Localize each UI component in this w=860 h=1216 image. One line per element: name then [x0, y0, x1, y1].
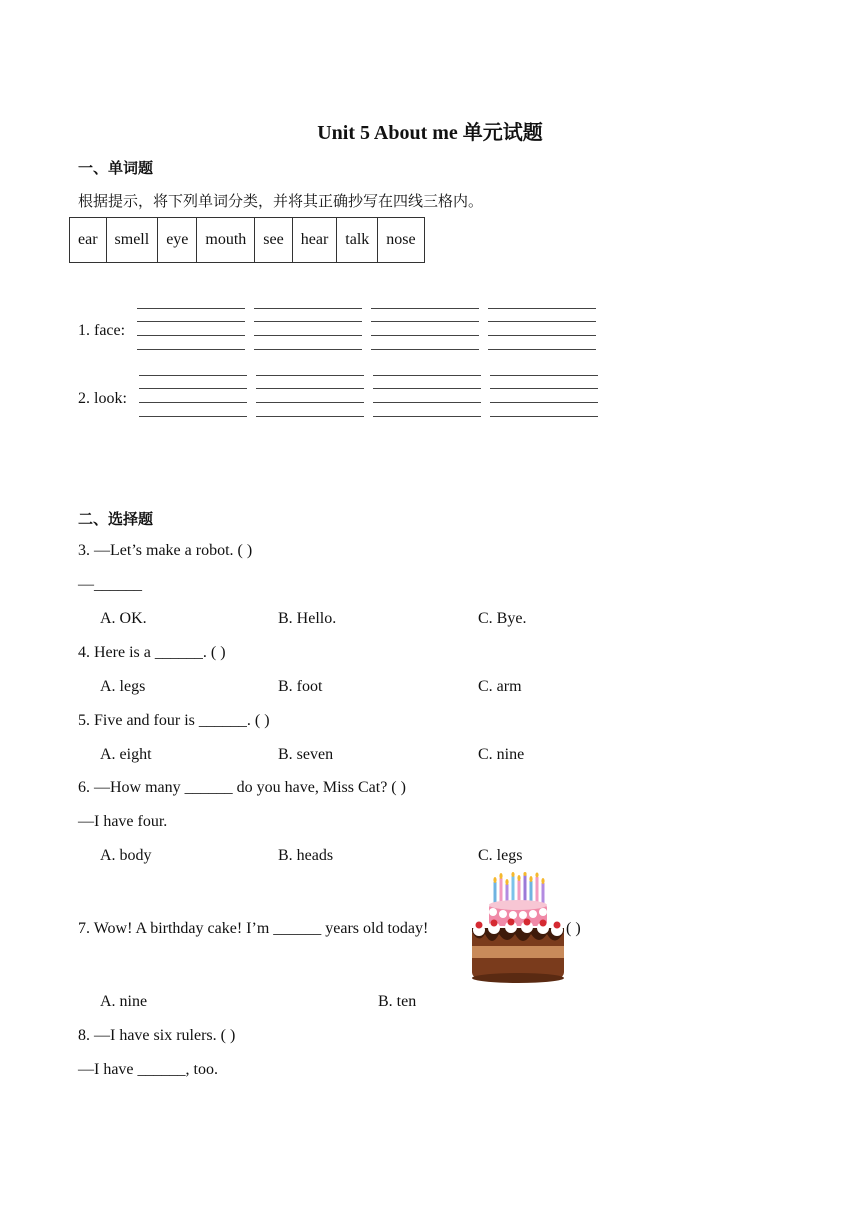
instruction-text: 根据提示，将下列单词分类，并将其正确抄写在四线三格内。: [78, 192, 484, 210]
row-label-look: 2. look:: [78, 390, 127, 407]
word-cell: eye: [158, 218, 197, 263]
page-title: Unit 5 About me 单元试题: [317, 122, 543, 144]
question-stem: 5. Five and four is ______. ( ): [78, 712, 270, 729]
option-a[interactable]: A. legs: [100, 678, 146, 695]
question-stem: 4. Here is a ______. ( ): [78, 644, 226, 661]
option-b[interactable]: B. seven: [278, 746, 334, 763]
question-reply: —I have ______, too.: [78, 1061, 218, 1078]
option-a[interactable]: A. nine: [100, 993, 148, 1010]
option-c[interactable]: C. arm: [478, 678, 522, 695]
birthday-cake-icon: [467, 872, 567, 984]
word-cell: ear: [70, 218, 107, 263]
option-c[interactable]: C. Bye.: [478, 610, 527, 627]
option-a[interactable]: A. eight: [100, 746, 152, 763]
section-heading-vocabulary: 一、单词题: [78, 159, 154, 177]
section-heading-choice: 二、选择题: [78, 510, 154, 528]
word-cell: mouth: [197, 218, 255, 263]
option-b[interactable]: B. heads: [278, 847, 334, 864]
option-a[interactable]: A. OK.: [100, 610, 147, 627]
word-cell: nose: [378, 218, 424, 263]
question-stem: 8. —I have six rulers. ( ): [78, 1027, 236, 1044]
option-c[interactable]: C. legs: [478, 847, 523, 864]
answer-bracket[interactable]: ( ): [566, 920, 581, 937]
option-b[interactable]: B. Hello.: [278, 610, 337, 627]
question-stem: 7. Wow! A birthday cake! I’m ______ years old today!: [78, 920, 429, 937]
option-b[interactable]: B. ten: [378, 993, 417, 1010]
option-c[interactable]: C. nine: [478, 746, 525, 763]
word-cell: hear: [292, 218, 337, 263]
word-cell: smell: [106, 218, 158, 263]
word-bank-table: [69, 217, 425, 263]
question-reply: —I have four.: [78, 813, 168, 830]
word-cell: see: [255, 218, 292, 263]
row-label-face: 1. face:: [78, 322, 126, 339]
question-stem: 3. —Let’s make a robot. ( ): [78, 542, 253, 559]
question-stem: 6. —How many ______ do you have, Miss Cat? ( ): [78, 779, 406, 796]
option-b[interactable]: B. foot: [278, 678, 323, 695]
word-cell: talk: [337, 218, 378, 263]
question-reply: —______: [78, 576, 142, 593]
option-a[interactable]: A. body: [100, 847, 152, 864]
